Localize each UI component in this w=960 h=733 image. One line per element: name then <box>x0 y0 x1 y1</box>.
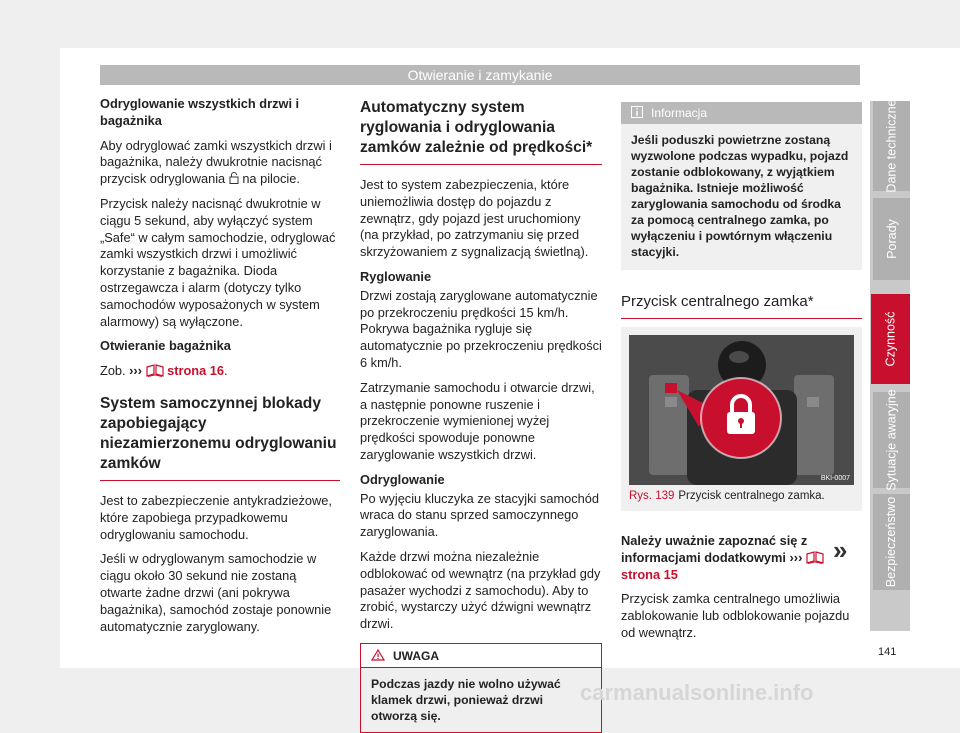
section-title-auto-lock: System samoczynnej blokady zapobiegający niezamierzonemu odryglowaniu zamków <box>100 394 337 472</box>
central-lock-photo <box>629 335 854 485</box>
paragraph-auto-2: Jeśli w odryglowanym samochodzie w ciągu około 30 sekund nie zostaną otwarte żadne drzwi (ani pokrywa bagażnika), samochód zostaje ponownie automatycznie zaryglowany. <box>100 551 332 634</box>
tab-operation[interactable] <box>871 294 910 384</box>
tab-tips[interactable] <box>873 198 910 280</box>
reference-prefix: Zob. <box>100 363 126 379</box>
paragraph-lock: Drzwi zostają zaryglowane automatycznie po przekroczeniu prędkości 15 km/h. Pokrywa bagażnika rygluje się automatycznie po przekroczeniu prędkości 6 km/h. <box>360 287 602 370</box>
reference-suffix: . <box>224 363 228 379</box>
book-icon <box>146 364 164 377</box>
info-box <box>621 102 862 270</box>
book-icon <box>806 551 824 564</box>
figure-code: BKI-0007 <box>820 475 850 482</box>
column-middle <box>360 96 602 733</box>
tab-emergencies[interactable] <box>873 389 910 491</box>
paragraph-final: Przycisk zamka centralnego umożliwia zablokowanie lub odblokowanie pojazdu od wewnątrz. <box>621 591 850 640</box>
warning-title: UWAGA <box>393 648 439 663</box>
paragraph-unlock-2: Przycisk należy nacisnąć dwukrotnie w ciągu 5 sekund, aby wyłączyć system „Safe“ w całym samochodzie, odryglować zamki wszystkich drzwi i umożliwić korzystanie z bagażnika. Dioda ostrzegawcza i alarm (dotyczy tylko samochodów wyposażonych w system alarmowy) są wyłączone. <box>100 195 336 329</box>
reference-link-page-16[interactable]: strona 16 <box>167 363 224 379</box>
paragraph-stop: Zatrzymanie samochodu i otwarcie drzwi, a następnie ponowne ruszenie i przekroczenie wymienionej wyżej prędkości spowoduje ponowne zaryglowanie wszystkich drzwi. <box>360 379 595 462</box>
heading-unlock: Odryglowanie <box>360 471 445 487</box>
warning-box <box>360 643 602 733</box>
note-additional-info <box>621 533 862 583</box>
unlock-icon <box>229 172 239 184</box>
tab-safety[interactable] <box>873 494 910 590</box>
section-header-central-lock <box>621 292 862 319</box>
reference-link-page-15[interactable]: strona 15 <box>621 566 678 582</box>
paragraph-unlock-1-tail: na pilocie. <box>242 171 300 187</box>
info-icon <box>631 106 643 118</box>
paragraph-auto-1: Jest to zabezpieczenie antykradzieżowe, które zapobiega przypadkowemu odryglowaniu samochodu. <box>100 492 332 542</box>
heading-trunk: Otwieranie bagażnika <box>100 338 231 354</box>
paragraph-unlock-1: Po wyjęciu kluczyka ze stacyjki samochód wraca do stanu sprzed samoczynnego zaryglowania. <box>360 490 599 540</box>
tab-label: Sytuacje awaryjne <box>884 389 899 491</box>
paragraph-intro: Jest to system zabezpieczenia, które uniemożliwia dostęp do pojazdu z zewnątrz, gdy pojazd jest uruchomiony (na przykład, po zatrzymaniu się przed skrzyżowaniem z sygnalizacją świetlną). <box>360 177 589 260</box>
paragraph-unlock-2: Każde drzwi można niezależnie odblokować od wewnątrz (na przykład gdy pasażer wychodzi z samochodu). Aby to zrobić, wystarczy użyć dźwigni wewnątrz drzwi. <box>360 548 601 632</box>
tab-technical-data[interactable] <box>873 101 910 191</box>
trunk-reference <box>100 363 340 380</box>
note-arrows: ››› <box>789 549 803 565</box>
info-header <box>621 102 862 124</box>
heading-lock: Ryglowanie <box>360 268 432 284</box>
tab-label: Czynność <box>883 311 898 367</box>
column-right <box>621 102 862 650</box>
warning-triangle-icon <box>371 649 385 661</box>
info-title: Informacja <box>651 106 708 120</box>
tab-label: Dane techniczne <box>884 99 899 193</box>
continue-arrow-icon: » <box>833 535 848 565</box>
warning-header <box>361 644 601 668</box>
section-title-speed-lock: Automatyczny system ryglowania i odryglowania zamków zależnie od prędkości* <box>360 99 593 156</box>
info-text: Jeśli poduszki powietrzne zostaną wyzwolone podczas wypadku, pojazd zostanie odblokowany, z wyjątkiem bagażnika. Istnieje możliwość zaryglowania samochodu od środka za pomocą centralnego zamka, po wyłączeniu i powtórnym włączeniu stacyjki. <box>631 133 849 259</box>
watermark: carmanualsonline.info <box>580 680 814 705</box>
section-header-speed-lock <box>360 98 602 165</box>
figure-label: Rys. 139 <box>629 490 675 502</box>
page-header: Otwieranie i zamykanie <box>100 65 860 85</box>
figure-caption-text: Przycisk centralnego zamka. <box>678 490 825 502</box>
tab-label: Bezpieczeństwo <box>884 496 899 588</box>
page-number: 141 <box>878 646 897 658</box>
paragraph-unlock-1-text: Aby odryglować zamki wszystkich drzwi i bagażnika, należy dwukrotnie nacisnąć przycisk odryglowania <box>100 137 332 187</box>
figure-box <box>621 327 862 511</box>
paragraph-unlock-1 <box>100 138 340 188</box>
figure-caption <box>629 489 854 503</box>
section-title-central-lock: Przycisk centralnego zamka* <box>621 293 814 310</box>
tab-label: Porady <box>884 219 899 259</box>
note-text: Należy uważnie zapoznać się z informacjami dodatkowymi <box>621 533 808 565</box>
section-header-auto-lock <box>100 394 340 481</box>
warning-text: Podczas jazdy nie wolno używać klamek drzwi, ponieważ drzwi otworzą się. <box>371 676 561 723</box>
column-left <box>100 96 340 643</box>
reference-arrows: ››› <box>129 363 142 379</box>
heading-unlock-all: Odryglowanie wszystkich drzwi i bagażnika <box>100 96 300 128</box>
